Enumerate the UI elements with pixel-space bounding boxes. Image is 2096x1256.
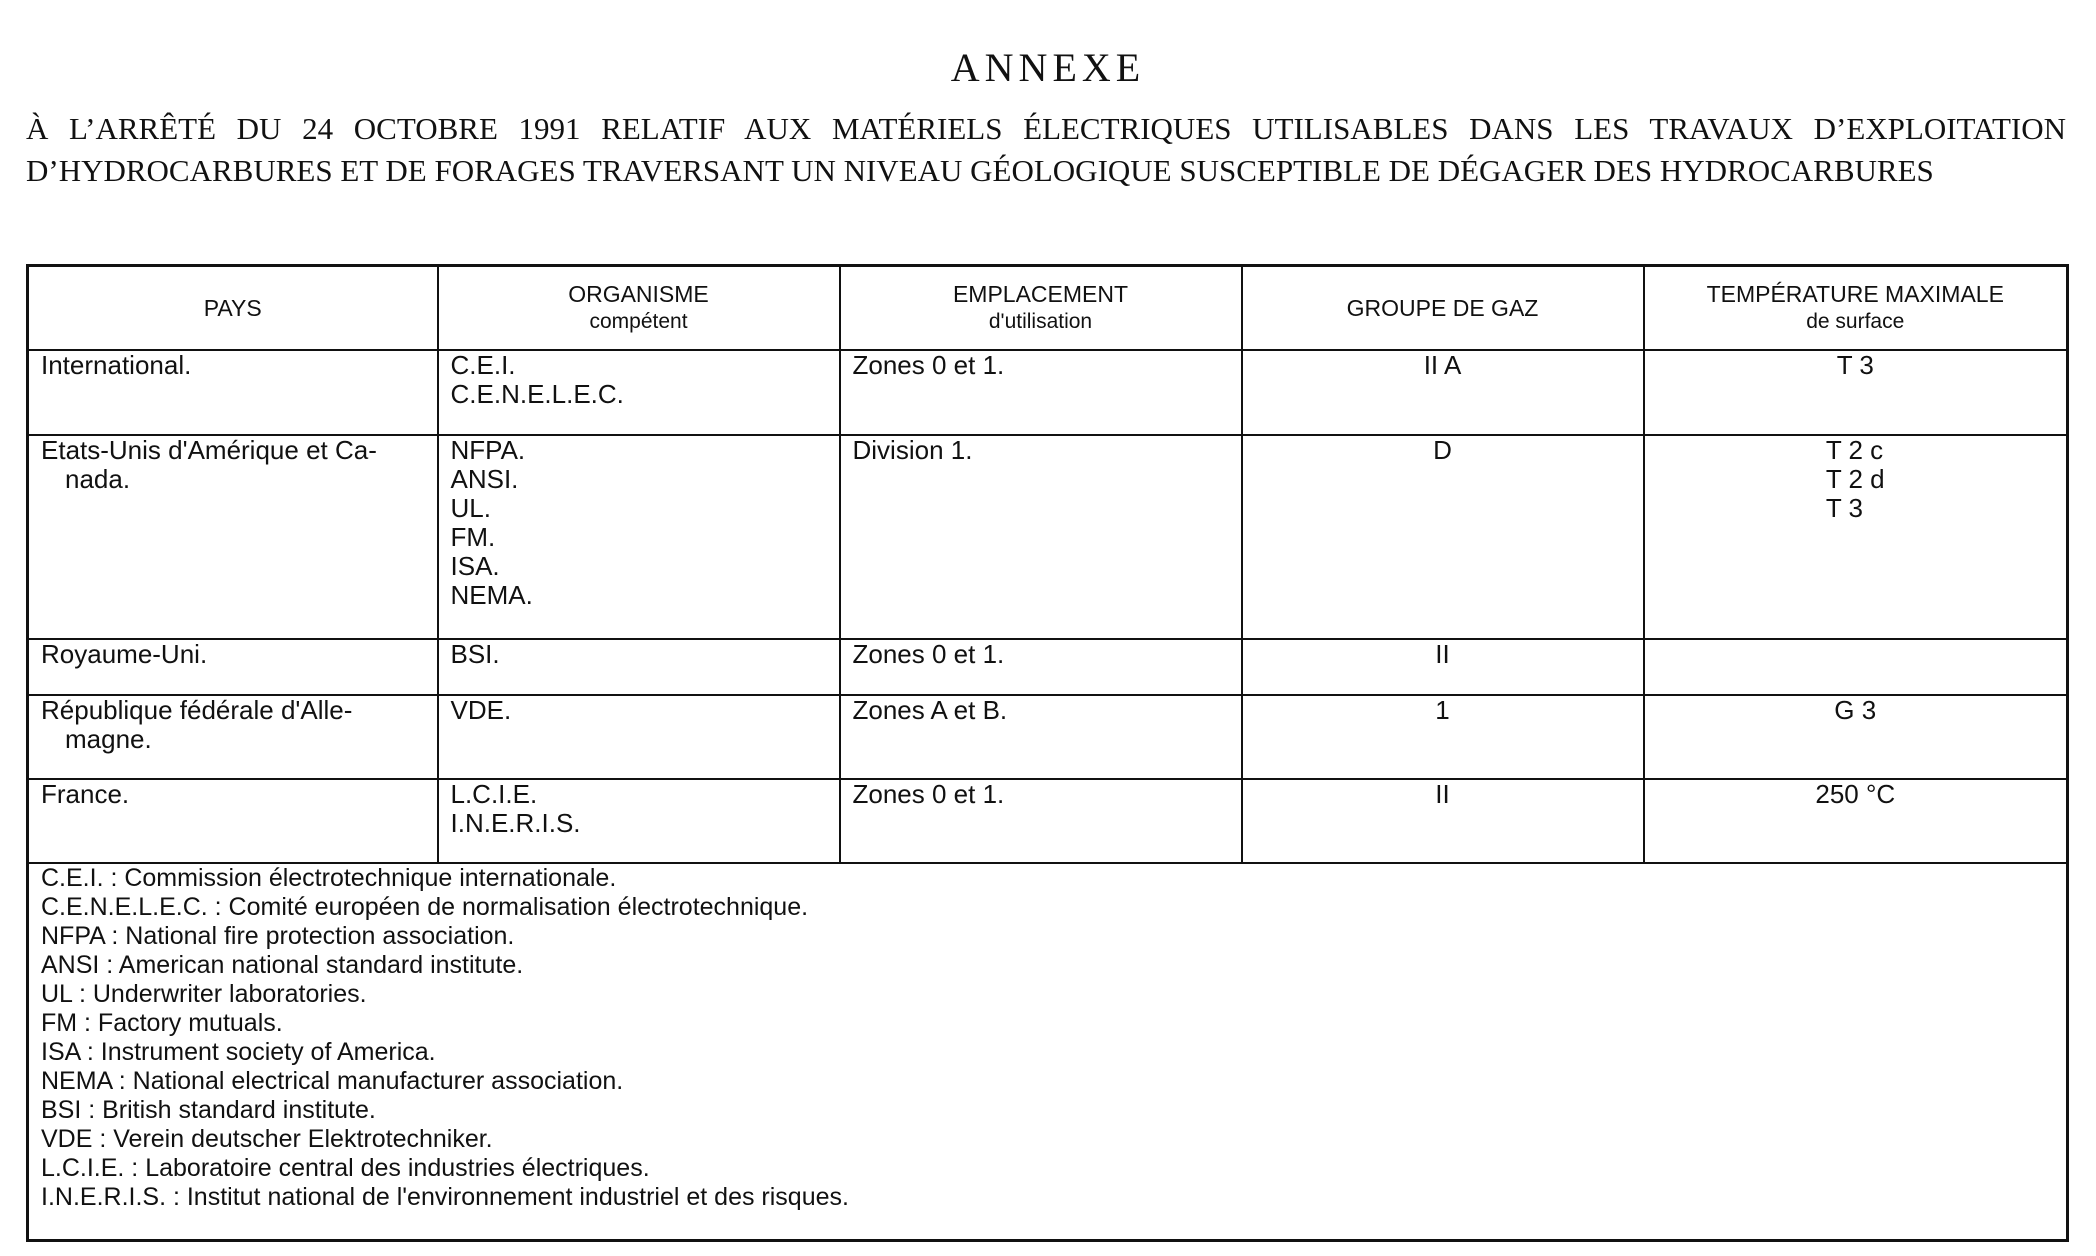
note-line: C.E.I. : Commission électrotechnique internationale. [41,863,617,892]
temperature-line: T 2 d [1825,463,1885,494]
cell-pays [28,779,438,863]
cell-pays [28,350,438,435]
table-row [28,695,2068,779]
table-row [28,779,2068,863]
cell-organisme [438,639,840,695]
cell-emplacement: Zones 0 et 1. [840,779,1242,863]
pays-line: International. [41,349,192,380]
organisme-line: VDE. [450,694,512,725]
cell-groupe: II [1242,779,1644,863]
temperature-line: 250 °C [1815,778,1896,809]
temperature-line: T 3 [1825,492,1863,523]
table-row [28,350,2068,435]
organisme-line: C.E.I. [450,349,516,380]
header-main: EMPLACEMENT [952,280,1129,307]
note-line: VDE : Verein deutscher Elektrotechniker. [41,1124,493,1153]
note-line: ANSI : American national standard institute. [41,950,524,979]
organisme-line: L.C.I.E. [450,778,538,809]
header-groupe [1242,266,1644,350]
equipment-table [26,264,2069,1242]
table-header-row [28,266,2068,350]
cell-temperature [1644,779,2068,863]
cell-temperature [1644,639,2068,695]
cell-organisme [438,779,840,863]
temperature-stack [1826,436,1885,523]
organisme-line: NFPA. [450,434,526,465]
pays-line: Royaume-Uni. [41,638,208,669]
header-main: ORGANISME [568,280,709,307]
temperature-line: T 2 c [1825,434,1884,465]
cell-groupe: II A [1242,350,1644,435]
notes-row [28,863,2068,1241]
pays-line: France. [41,778,130,809]
table-row [28,639,2068,695]
note-line: BSI : British standard institute. [41,1095,376,1124]
cell-pays [28,639,438,695]
organisme-line: C.E.N.E.L.E.C. [450,378,624,409]
cell-pays [28,695,438,779]
organisme-line: FM. [450,521,496,552]
note-line: L.C.I.E. : Laboratoire central des industries électriques. [41,1153,650,1182]
cell-groupe: II [1242,639,1644,695]
note-line: UL : Underwriter laboratories. [41,979,367,1008]
header-main: GROUPE DE GAZ [1346,294,1539,321]
header-emplacement [840,266,1242,350]
note-line: FM : Factory mutuals. [41,1008,283,1037]
organisme-line: ANSI. [450,463,519,494]
cell-temperature [1644,435,2068,639]
pays-line: nada. [65,463,131,494]
organisme-line: ISA. [450,550,500,581]
organisme-line: I.N.E.R.I.S. [450,807,581,838]
organisme-line: UL. [450,492,491,523]
note-line: C.E.N.E.L.E.C. : Comité européen de normalisation électrotechnique. [41,892,809,921]
temperature-line: G 3 [1834,694,1877,725]
abbreviations-notes [28,863,2068,1241]
cell-emplacement: Zones 0 et 1. [840,350,1242,435]
table-row [28,435,2068,639]
cell-temperature [1644,350,2068,435]
header-sub: de surface [1806,309,1905,333]
cell-temperature [1644,695,2068,779]
header-sub: compétent [589,309,688,333]
cell-groupe: 1 [1242,695,1644,779]
annex-subtitle: À L’ARRÊTÉ DU 24 OCTOBRE 1991 RELATIF AUX MATÉRIELS ÉLECTRIQUES UTILISABLES DANS LES TRAVAUX D’EXPLOITATION D’HYDROCARBURES ET DE FORAGES TRAVERSANT UN NIVEAU GÉOLOGIQUE SUSCEPTIBLE DE DÉGAGER DES HYDROCARBURES [26,111,2066,188]
pays-line: Etats-Unis d'Amérique et Ca- [41,434,377,465]
cell-emplacement: Division 1. [840,435,1242,639]
cell-organisme [438,435,840,639]
cell-organisme [438,350,840,435]
header-temperature [1644,266,2068,350]
note-line: NFPA : National fire protection association. [41,921,515,950]
organisme-line: BSI. [450,638,500,669]
note-line: ISA : Instrument society of America. [41,1037,436,1066]
temperature-line: T 3 [1836,349,1874,380]
cell-emplacement: Zones 0 et 1. [840,639,1242,695]
pays-line: République fédérale d'Alle- [41,694,353,725]
header-main: PAYS [203,294,262,321]
cell-pays [28,435,438,639]
cell-emplacement: Zones A et B. [840,695,1242,779]
organisme-line: NEMA. [450,579,533,610]
header-organisme [438,266,840,350]
note-line: NEMA : National electrical manufacturer association. [41,1066,624,1095]
cell-organisme [438,695,840,779]
note-line: I.N.E.R.I.S. : Institut national de l'environnement industriel et des risques. [41,1182,849,1211]
pays-line: magne. [65,723,152,754]
header-sub: d'utilisation [988,309,1093,333]
annex-heading: ANNEXE [950,45,1146,90]
header-pays [28,266,438,350]
cell-groupe: D [1242,435,1644,639]
header-main: TEMPÉRATURE MAXIMALE [1706,280,2004,307]
